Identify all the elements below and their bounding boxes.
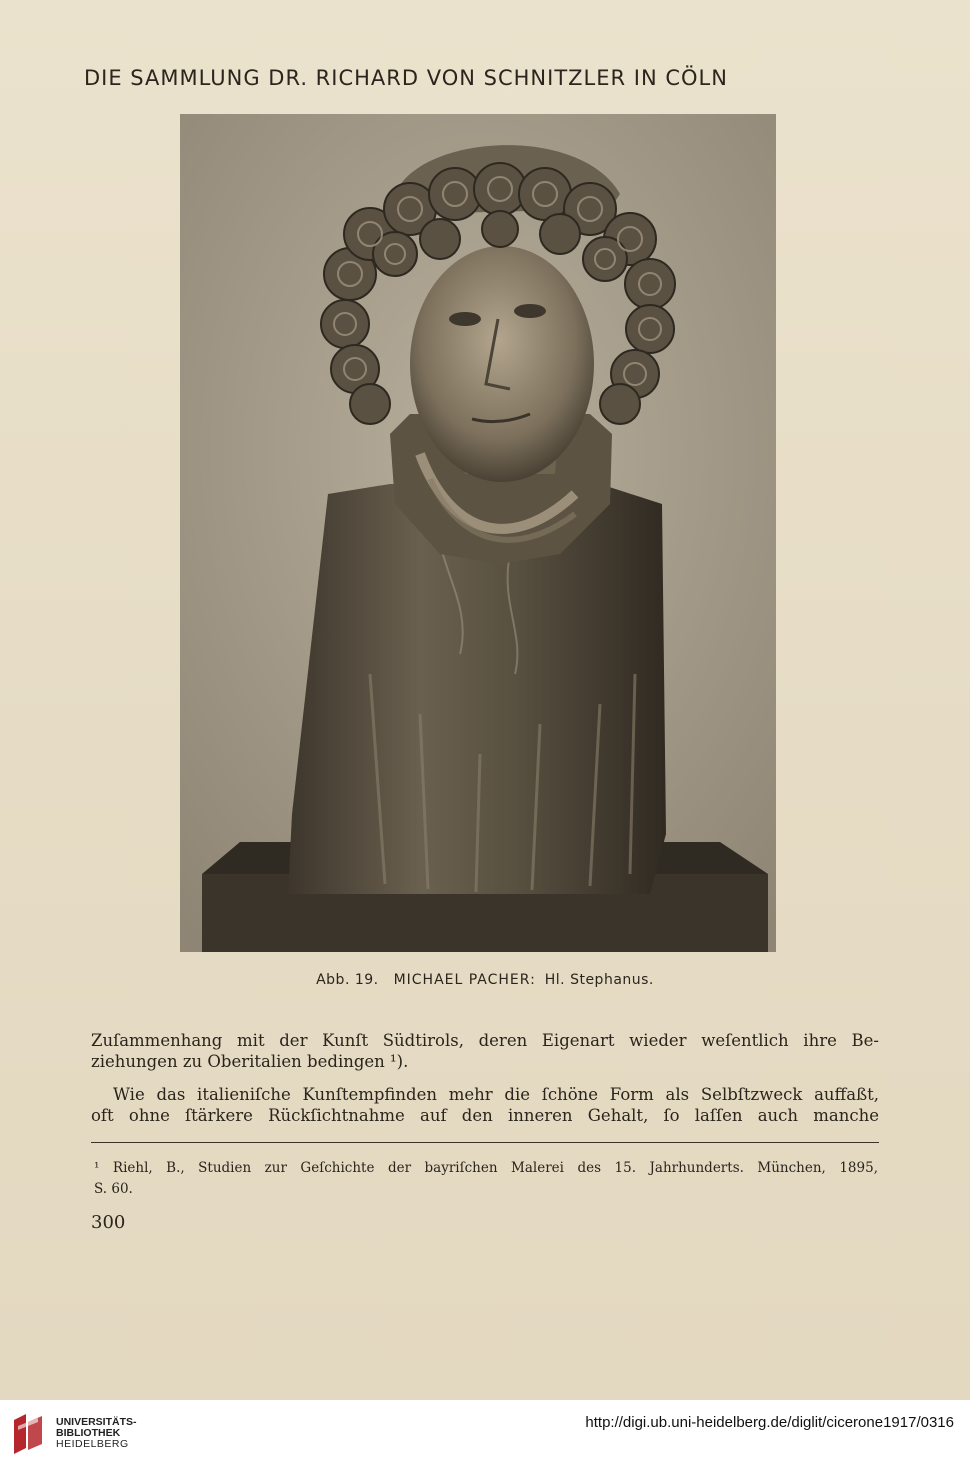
body-line: Wie das italieniſche Kunſtempfinden mehr die ſchöne Form als Selbſtzweck auffaßt, (113, 1085, 879, 1104)
footnote-line: S. 60. (94, 1181, 133, 1197)
body-paragraph-2 (91, 1084, 879, 1126)
running-head: DIE SAMMLUNG DR. RICHARD VON SCHNITZLER IN CÖLN (84, 66, 728, 90)
permalink-url[interactable]: http://digi.ub.uni-heidelberg.de/diglit/cicerone1917/0316 (585, 1414, 954, 1431)
library-line-2: BIBLIOTHEK (56, 1427, 121, 1439)
footnote (94, 1158, 884, 1200)
caption-artist: MICHAEL PACHER: (393, 972, 536, 988)
footnote-line: ¹ Riehl, B., Studien zur Geſchichte der bayriſchen Malerei des 15. Jahrhunderts. München, 1895, (94, 1160, 878, 1176)
body-paragraph-1 (91, 1030, 879, 1072)
body-line: ziehungen zu Oberitalien bedingen ¹). (91, 1052, 409, 1071)
library-name (56, 1417, 137, 1450)
library-line-3: HEIDELBERG (56, 1438, 129, 1450)
body-line: Zuſammenhang mit der Kunſt Südtirols, deren Eigenart wieder weſentlich ihre Be- (91, 1031, 879, 1050)
library-line-1: UNIVERSITÄTS- (56, 1416, 137, 1428)
digital-library-footer (0, 1400, 970, 1471)
caption-title: Hl. Stephanus. (544, 972, 654, 988)
university-library-logo-icon (12, 1414, 46, 1454)
bust-illustration (180, 114, 776, 952)
figure-photograph (180, 114, 776, 952)
page-number: 300 (91, 1212, 126, 1233)
caption-number: Abb. 19. (316, 972, 379, 988)
body-line: oft ohne ſtärkere Rückſichtnahme auf den inneren Gehalt, ſo laſſen auch manche (91, 1106, 879, 1125)
figure-caption (0, 972, 970, 988)
footnote-divider (91, 1142, 879, 1143)
